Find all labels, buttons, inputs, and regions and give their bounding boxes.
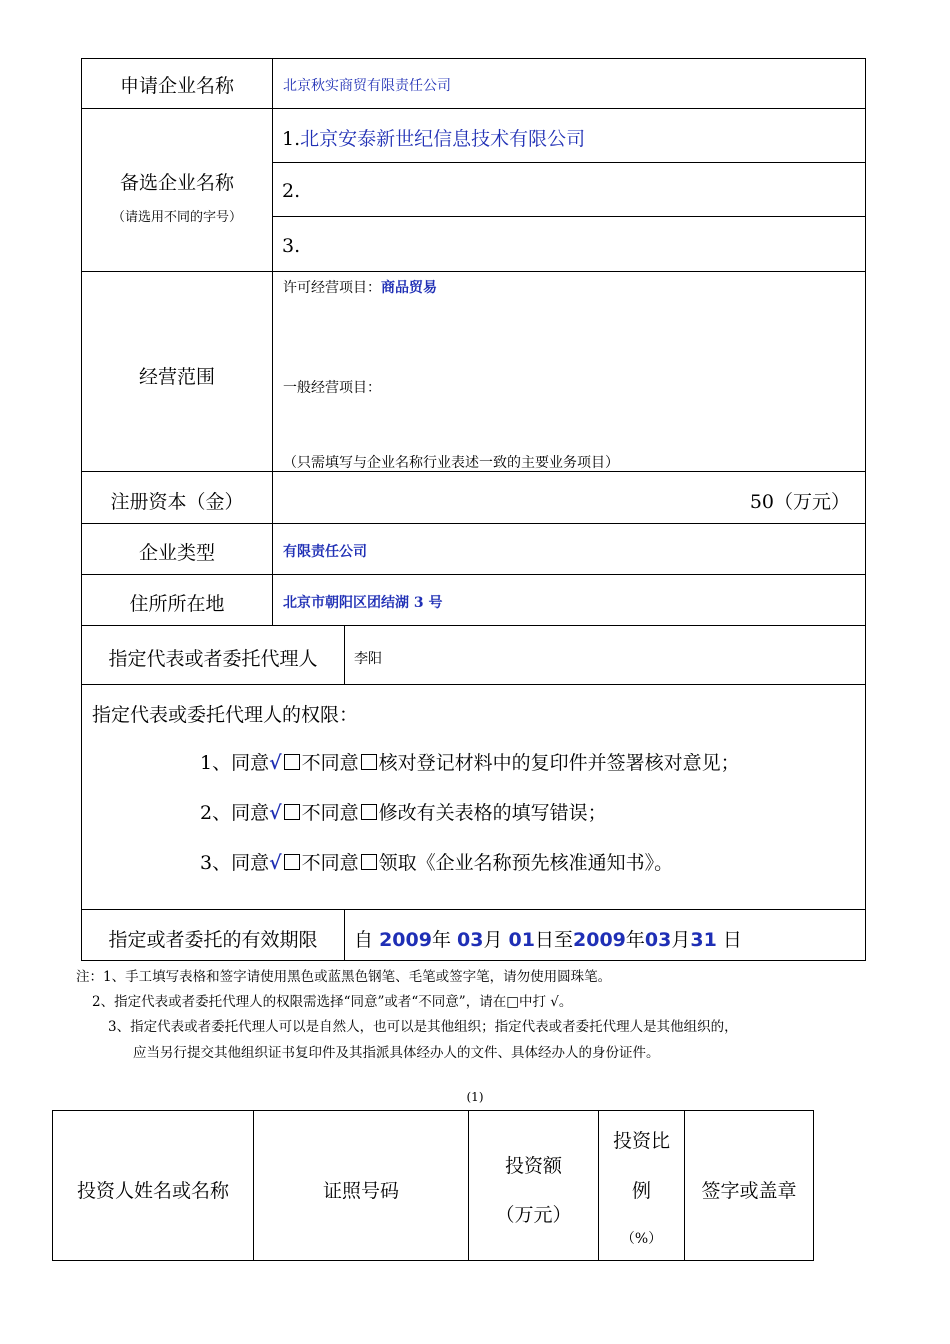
- validity-period-label: 指定或者委托的有效期限: [108, 929, 318, 951]
- period-day-2: 日: [722, 929, 742, 951]
- signature-header: 签字或盖章: [701, 1180, 797, 1202]
- address-label: 住所所在地: [129, 593, 225, 615]
- period-prefix: 自: [354, 929, 374, 951]
- authority-item-3-disagree: 不同意: [301, 852, 359, 874]
- authority-item-3-disagree-checkbox[interactable]: [361, 854, 377, 870]
- authority-title: 指定代表或委托代理人的权限：: [92, 704, 359, 726]
- authority-item-2-checkmark[interactable]: √: [269, 802, 282, 824]
- investment-amount-header: 投资额: [504, 1155, 562, 1177]
- authority-item-1-agree-checkbox[interactable]: [284, 754, 300, 770]
- investment-ratio-header-2: 例: [631, 1180, 651, 1202]
- authority-item-1-disagree: 不同意: [301, 752, 359, 774]
- period-end-month: 03: [644, 929, 672, 951]
- alternative-name-2[interactable]: 2.: [282, 180, 301, 202]
- authority-item-2: [200, 798, 607, 825]
- alternative-name-3[interactable]: 3.: [282, 235, 301, 257]
- registered-capital-label: 注册资本（金）: [110, 491, 244, 513]
- address-value[interactable]: 北京市朝阳区团结湖 3 号: [283, 595, 443, 611]
- note-1: 注：1、手工填写表格和签字请使用黑色或蓝黑色钢笔、毛笔或签字笔，请勿使用圆珠笔。: [76, 969, 612, 985]
- authority-item-1: [200, 748, 740, 775]
- period-month-2: 月: [671, 929, 691, 951]
- authority-item-2-agree: 2、同意: [200, 802, 270, 824]
- period-year-2: 年: [625, 929, 645, 951]
- enterprise-type-label: 企业类型: [138, 542, 215, 564]
- period-start-month: 03: [457, 929, 484, 951]
- investment-amount-unit: （万元）: [495, 1204, 572, 1226]
- alternative-name-1-value: 北京安泰新世纪信息技术有限公司: [300, 128, 586, 150]
- authority-item-3-checkmark[interactable]: √: [269, 852, 282, 874]
- authority-item-2-agree-checkbox[interactable]: [284, 804, 300, 820]
- page-number: (1): [466, 1090, 484, 1104]
- license-number-header: 证照号码: [322, 1180, 399, 1202]
- period-end-day: 31: [690, 929, 717, 951]
- authority-item-3-agree: 3、同意: [200, 852, 270, 874]
- authority-item-2-disagree: 不同意: [301, 802, 359, 824]
- authority-item-3: [200, 848, 673, 875]
- agent-label: 指定代表或者委托代理人: [108, 648, 318, 670]
- alternative-names-label: 备选企业名称: [119, 172, 234, 194]
- period-year-1: 年: [431, 929, 451, 951]
- enterprise-type-value[interactable]: 有限责任公司: [283, 544, 367, 560]
- alternative-name-1-number: 1.: [282, 128, 301, 150]
- period-start-year: 2009: [379, 929, 432, 951]
- period-month-1: 月: [483, 929, 503, 951]
- business-scope-note: （只需填写与企业名称行业表述一致的主要业务项目）: [283, 455, 619, 471]
- investment-ratio-header-1: 投资比: [612, 1130, 670, 1152]
- period-start-day: 01: [508, 929, 535, 951]
- agent-value[interactable]: 李阳: [354, 651, 382, 667]
- investor-name-header: 投资人姓名或名称: [76, 1180, 229, 1202]
- authority-item-1-disagree-checkbox[interactable]: [361, 754, 377, 770]
- alternative-names-hint: （请选用不同的字号）: [111, 210, 242, 225]
- note-3a: 3、指定代表或者委托代理人可以是自然人，也可以是其他组织；指定代表或者委托代理人是其他组织的，: [108, 1019, 738, 1035]
- applicant-name-label: 申请企业名称: [119, 75, 234, 97]
- validity-period-value[interactable]: [354, 925, 742, 952]
- authority-item-1-text: 核对登记材料中的复印件并签署核对意见；: [378, 752, 740, 774]
- authority-item-3-text: 领取《企业名称预先核准通知书》。: [378, 852, 674, 874]
- licensed-items-label: 许可经营项目：: [283, 280, 381, 296]
- authority-item-2-text: 修改有关表格的填写错误；: [378, 802, 607, 824]
- investment-ratio-unit: （%）: [620, 1231, 663, 1247]
- note-2: 2、指定代表或者委托代理人的权限需选择“同意”或者“不同意”，请在□中打 √。: [92, 994, 573, 1010]
- authority-item-1-agree: 1、同意: [200, 752, 270, 774]
- authority-item-2-disagree-checkbox[interactable]: [361, 804, 377, 820]
- applicant-name-value[interactable]: 北京秋实商贸有限责任公司: [283, 78, 451, 94]
- period-day-to: 日至: [534, 929, 573, 951]
- authority-item-3-agree-checkbox[interactable]: [284, 854, 300, 870]
- licensed-items-value: 商品贸易: [381, 280, 437, 296]
- registered-capital-value[interactable]: 50（万元）: [749, 491, 850, 513]
- general-items-label[interactable]: 一般经营项目：: [283, 380, 381, 396]
- licensed-items[interactable]: [283, 277, 437, 297]
- business-scope-label: 经营范围: [138, 366, 215, 388]
- note-3b: 应当另行提交其他组织证书复印件及其指派具体经办人的文件、具体经办人的身份证件。: [133, 1045, 660, 1061]
- alternative-name-1[interactable]: [282, 124, 585, 151]
- authority-item-1-checkmark[interactable]: √: [269, 752, 282, 774]
- period-end-year: 2009: [573, 929, 626, 951]
